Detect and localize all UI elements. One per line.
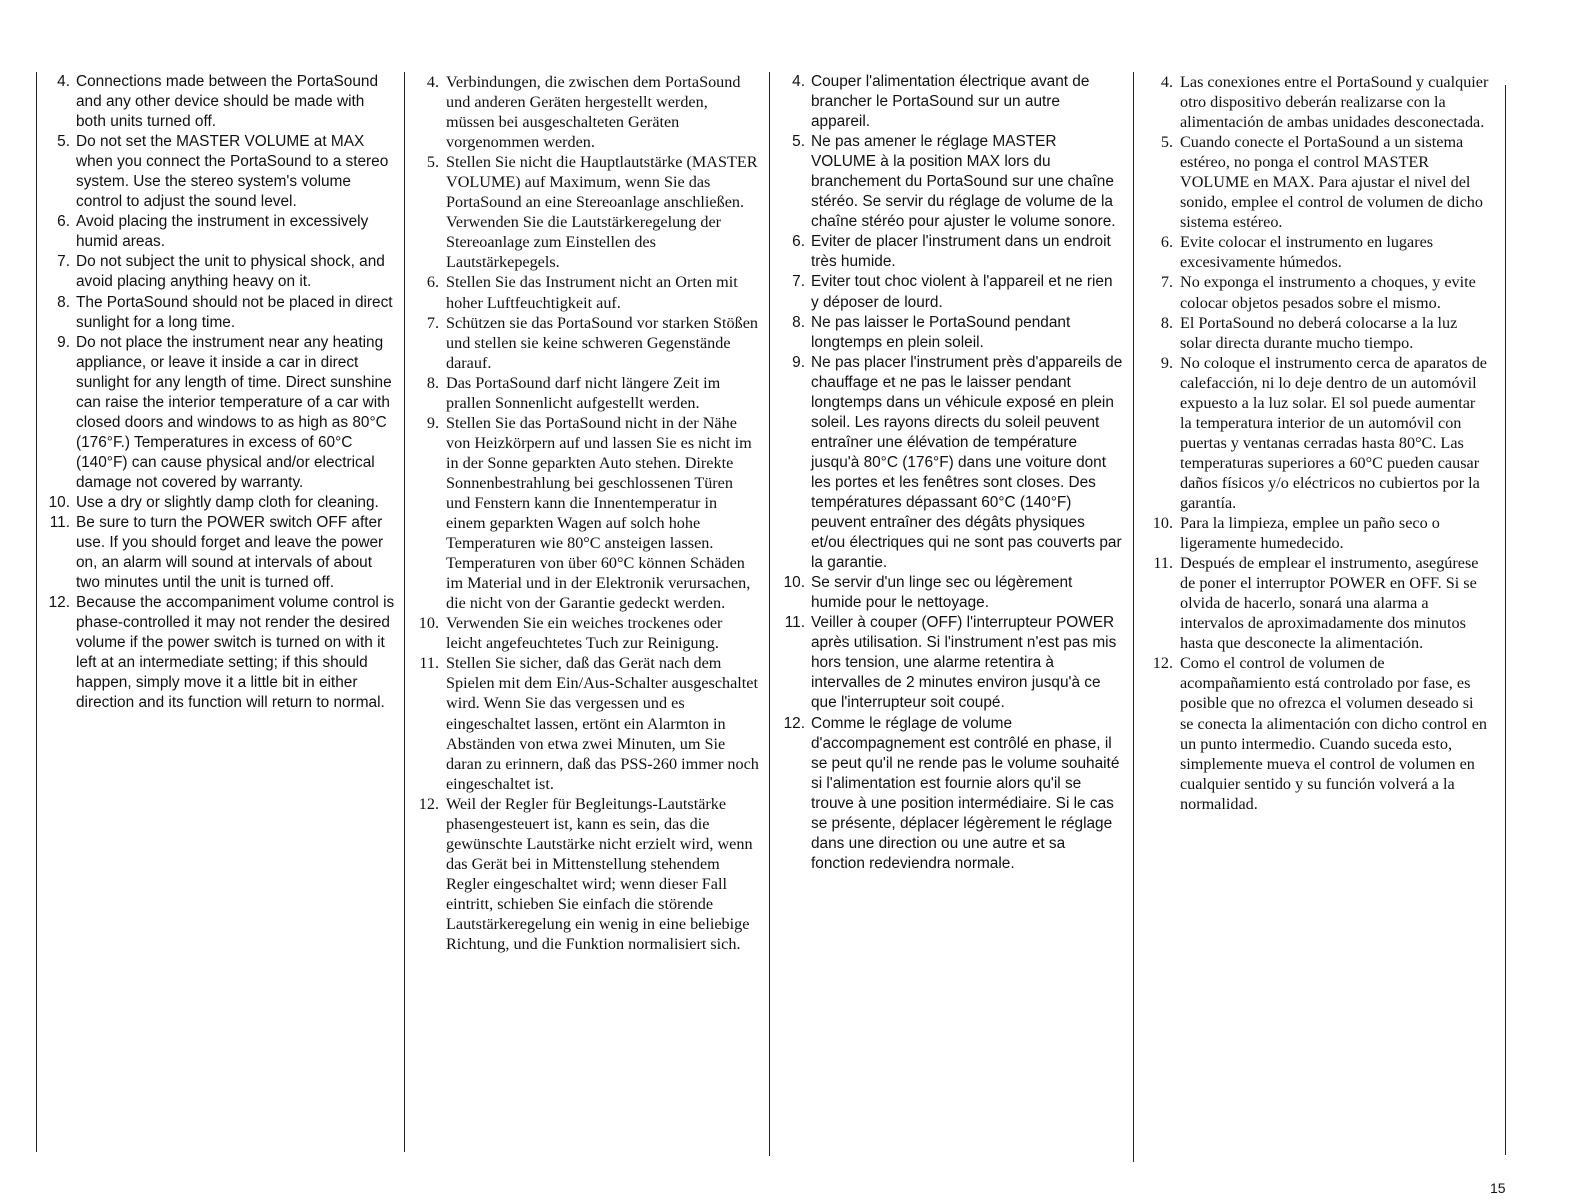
list-item bbox=[412, 72, 759, 152]
item-text: Because the accompaniment volume control is phase-controlled it may not render the desired volume if the power switch is turned on with it left at an intermediate setting; if this should happen, simply move it a little bit in either direction and its function will return to normal. bbox=[76, 594, 395, 712]
item-number: 5. bbox=[57, 133, 70, 151]
item-text: Use a dry or slightly damp cloth for cleaning. bbox=[76, 493, 379, 511]
item-number: 11. bbox=[784, 614, 805, 632]
list-item bbox=[783, 573, 1123, 613]
item-text: Stellen Sie sicher, daß das Gerät nach dem Spielen mit dem Ein/Aus-Schalter ausgeschaltet wird. Wenn Sie das vergessen und es eingeschaltet lassen, ertönt ein Alarmton in Abständen von etwa zwei Minuten, um Sie daran zu erinnern, daß das PSS-260 immer noch eingeschaltet ist. bbox=[446, 654, 759, 793]
list-item bbox=[412, 373, 759, 413]
item-text: Verwenden Sie ein weiches trockenes oder leicht angefeuchtetes Tuch zur Reinigung. bbox=[446, 614, 723, 653]
column-rule-1 bbox=[404, 72, 405, 1152]
item-text: Cuando conecte el PortaSound a un sistema estéreo, no ponga el control MASTER VOLUME en MAX. Para ajustar el nivel del sonido, emplee el control de volumen de dicho sistema estéreo. bbox=[1180, 133, 1483, 232]
item-number: 11. bbox=[419, 654, 439, 673]
item-text: Evite colocar el instrumento en lugares excesivamente húmedos. bbox=[1180, 233, 1434, 272]
list-item bbox=[1146, 132, 1490, 232]
list-item bbox=[783, 714, 1123, 874]
list-item bbox=[48, 293, 398, 333]
list-item bbox=[783, 313, 1123, 353]
item-number: 8. bbox=[1160, 313, 1173, 332]
list-item bbox=[1146, 653, 1490, 813]
list-item bbox=[1146, 513, 1490, 553]
item-text: Ne pas laisser le PortaSound pendant longtemps en plein soleil. bbox=[811, 313, 1071, 351]
item-text: Stellen Sie das Instrument nicht an Orten mit hoher Luftfeuchtigkeit auf. bbox=[446, 273, 738, 312]
french-column bbox=[783, 72, 1123, 874]
item-number: 4. bbox=[1160, 73, 1173, 91]
list-item bbox=[48, 132, 398, 212]
item-number: 12. bbox=[783, 714, 805, 732]
item-number: 8. bbox=[426, 373, 439, 392]
item-text: Do not subject the unit to physical shock, and avoid placing anything heavy on it. bbox=[76, 253, 385, 291]
list-item bbox=[1146, 313, 1490, 353]
item-text: Stellen Sie das PortaSound nicht in der Nähe von Heizkörpern auf und lassen Sie es nicht im in der Sonne geparkten Auto stehen. Direkte Sonnenbestrahlung bei geschlossenen Türen und Fenstern kann die Innentemperatur in einem geparkten Wagen auf solch hohe Temperaturen wie 80°C ansteigen lassen. Temperaturen von über 60°C können Schäden im Material und in der Elektronik verursachen, die nicht von der Garantie gedeckt werden. bbox=[446, 413, 752, 613]
item-number: 6. bbox=[426, 273, 439, 292]
item-number: 11. bbox=[1153, 554, 1173, 573]
item-number: 10. bbox=[418, 614, 439, 633]
item-text: No exponga el instrumento a choques, y evite colocar objetos pesados sobre el mismo. bbox=[1180, 273, 1476, 312]
list-item bbox=[1146, 232, 1490, 272]
item-text: Eviter de placer l'instrument dans un endroit très humide. bbox=[811, 233, 1111, 271]
item-number: 4. bbox=[792, 73, 805, 90]
item-text: Connections made between the PortaSound and any other device should be made with both units turned off. bbox=[76, 73, 379, 131]
column-rule-left bbox=[36, 72, 37, 1152]
list-item bbox=[412, 613, 759, 653]
item-number: 12. bbox=[1152, 654, 1173, 673]
item-text: Do not place the instrument near any heating appliance, or leave it inside a car in direct sunlight for any length of time. Direct sunshine can raise the interior temperature of a car with closed doors and windows to as high as 80°C (176°F.) Temperatures in excess of 60°C (140°F) can cause physical and/or electrical damage not covered by warranty. bbox=[76, 333, 392, 491]
item-text: Avoid placing the instrument in excessively humid areas. bbox=[76, 213, 369, 251]
item-number: 6. bbox=[792, 233, 805, 251]
item-text: Couper l'alimentation électrique avant de brancher le PortaSound sur un autre appareil. bbox=[811, 73, 1090, 131]
column-rule-3 bbox=[1133, 72, 1134, 1162]
item-number: 12. bbox=[418, 794, 439, 813]
item-text: Verbindungen, die zwischen dem PortaSound und anderen Geräten hergestellt werden, müssen bei ausgeschalteten Geräten vorgenommen werden. bbox=[446, 73, 741, 152]
list-item bbox=[48, 333, 398, 493]
list-item bbox=[412, 413, 759, 613]
item-number: 7. bbox=[57, 253, 70, 271]
list-item bbox=[48, 513, 398, 593]
list-item bbox=[48, 593, 398, 713]
item-text: Eviter tout choc violent à l'appareil et ne rien y déposer de lourd. bbox=[811, 273, 1113, 311]
item-number: 5. bbox=[792, 133, 805, 151]
list-item bbox=[1146, 553, 1490, 653]
item-number: 9. bbox=[1160, 353, 1173, 372]
item-number: 10. bbox=[783, 574, 805, 592]
list-item bbox=[783, 132, 1123, 232]
list-item bbox=[783, 613, 1123, 713]
item-number: 12. bbox=[48, 594, 70, 612]
item-text: The PortaSound should not be placed in direct sunlight for a long time. bbox=[76, 293, 393, 331]
item-number: 5. bbox=[1160, 133, 1173, 152]
list-item bbox=[783, 353, 1123, 574]
item-text: Schützen sie das PortaSound vor starken Stößen und stellen sie keine schweren Gegenstände darauf. bbox=[446, 313, 759, 372]
german-column bbox=[412, 72, 759, 954]
item-text: Para la limpieza, emplee un paño seco o ligeramente humedecido. bbox=[1180, 514, 1440, 553]
item-text: Weil der Regler für Begleitungs-Lautstärke phasengesteuert ist, kann es sein, das die gewünschte Lautstärke nicht erzielt wird, wenn das Gerät bei in Mittenstellung stehendem Regler eingeschaltet wird; wenn dieser Fall eintritt, schieben Sie einfach die störende Lautstärkeregelung ein wenig in eine beliebige Richtung, und die Funktion normalisiert sich. bbox=[446, 794, 753, 954]
list-item bbox=[412, 794, 759, 954]
item-number: 10. bbox=[1152, 514, 1173, 533]
item-text: Stellen Sie nicht die Hauptlautstärke (MASTER VOLUME) auf Maximum, wenn Sie das PortaSound an eine Stereoanlage anschließen. Verwenden Sie die Lautstärkeregelung der Stereoanlage zum Einstellen des Lautstärkepegels. bbox=[446, 153, 758, 272]
item-text: Se servir d'un linge sec ou légèrement humide pour le nettoyage. bbox=[811, 574, 1073, 612]
list-item bbox=[1146, 353, 1490, 513]
item-text: Ne pas amener le réglage MASTER VOLUME à la position MAX lors du branchement du PortaSound sur une chaîne stéréo. Se servir du réglage de volume de la chaîne stéréo pour ajuster le volume sonore. bbox=[811, 133, 1116, 231]
item-number: 4. bbox=[57, 73, 70, 90]
item-number: 6. bbox=[1160, 233, 1173, 252]
list-item bbox=[783, 72, 1123, 132]
list-item bbox=[48, 212, 398, 252]
list-item bbox=[412, 313, 759, 373]
column-rule-2 bbox=[769, 72, 770, 1156]
list-item bbox=[412, 272, 759, 312]
item-number: 8. bbox=[57, 293, 70, 311]
item-number: 7. bbox=[426, 313, 439, 332]
list-item bbox=[1146, 272, 1490, 312]
list-item bbox=[412, 653, 759, 793]
item-text: Be sure to turn the POWER switch OFF after use. If you should forget and leave the power on, an alarm will sound at intervals of about two minutes until the unit is turned off. bbox=[76, 514, 384, 592]
spanish-column bbox=[1146, 72, 1490, 814]
item-number: 7. bbox=[1160, 273, 1173, 292]
item-number: 10. bbox=[48, 493, 70, 511]
item-text: El PortaSound no deberá colocarse a la luz solar directa durante mucho tiempo. bbox=[1180, 313, 1458, 352]
list-item bbox=[48, 252, 398, 292]
page-number: 15 bbox=[1490, 1180, 1506, 1196]
item-text: Como el control de volumen de acompañamiento está controlado por fase, es posible que no ofrezca el volumen deseado si se conecta la alimentación con dicho control en un punto intermedio. Cuando suceda esto, simplemente mueva el control de volumen en cualquier sentido y su función volverá a la normalidad. bbox=[1180, 654, 1487, 813]
item-number: 6. bbox=[57, 213, 70, 231]
item-number: 4. bbox=[426, 73, 439, 91]
list-item bbox=[1146, 72, 1490, 132]
item-number: 5. bbox=[426, 153, 439, 172]
list-item bbox=[783, 232, 1123, 272]
item-number: 7. bbox=[792, 273, 805, 291]
item-number: 9. bbox=[426, 413, 439, 432]
item-text: Comme le réglage de volume d'accompagnement est contrôlé en phase, il se peut qu'il ne rende pas le volume souhaité si l'alimentation est fournie alors qu'il se trouve à une position intermédiaire. Si le cas se présente, déplacer légèrement le réglage dans une direction ou une autre et sa fonction redeviendra normale. bbox=[811, 714, 1120, 872]
list-item bbox=[48, 493, 398, 513]
item-number: 9. bbox=[57, 333, 70, 351]
item-text: Ne pas placer l'instrument près d'appareils de chauffage et ne pas le laisser pendant longtemps dans un véhicule exposé en plein soleil. Les rayons directs du soleil peuvent entraîner une élévation de température jusqu'à 80°C (176°F) dans une voiture dont les portes et les fenêtres sont closes. Des températures dépassant 60°C (140°F) peuvent entraîner des dégâts physiques et/ou électriques qui ne sont pas couverts par la garantie. bbox=[811, 353, 1123, 572]
item-text: No coloque el instrumento cerca de aparatos de calefacción, ni lo deje dentro de un automóvil expuesto a la luz solar. El sol puede aumentar la temperatura interior de un automóvil con puertas y ventanas cerradas hasta 80°C. Las temperaturas superiores a 60°C pueden causar daños físicos y/o eléctricos no cubiertos por la garantía. bbox=[1180, 353, 1487, 512]
item-text: Después de emplear el instrumento, asegúrese de poner el interruptor POWER en OFF. Si se olvida de hacerlo, sonará una alarma a intervalos de aproximadamente dos minutos hasta que desconecte la alimentación. bbox=[1180, 554, 1479, 653]
column-rule-right bbox=[1505, 85, 1506, 1155]
list-item bbox=[412, 152, 759, 272]
item-number: 11. bbox=[49, 514, 70, 532]
english-column bbox=[48, 72, 398, 714]
list-item bbox=[48, 72, 398, 132]
item-number: 8. bbox=[792, 313, 805, 331]
item-number: 9. bbox=[792, 353, 805, 371]
list-item bbox=[783, 272, 1123, 312]
item-text: Las conexiones entre el PortaSound y cualquier otro dispositivo deberán realizarse con la alimentación de ambas unidades desconectada. bbox=[1180, 73, 1489, 132]
item-text: Veiller à couper (OFF) l'interrupteur POWER après utilisation. Si l'instrument n'est pas mis hors tension, une alarme retentira à intervalles de 2 minutes environ jusqu'à ce que l'interrupteur soit coupé. bbox=[811, 614, 1117, 712]
item-text: Do not set the MASTER VOLUME at MAX when you connect the PortaSound to a stereo system. Use the stereo system's volume control to adjust the sound level. bbox=[76, 133, 389, 211]
item-text: Das PortaSound darf nicht längere Zeit im prallen Sonnenlicht aufgestellt werden. bbox=[446, 373, 721, 412]
